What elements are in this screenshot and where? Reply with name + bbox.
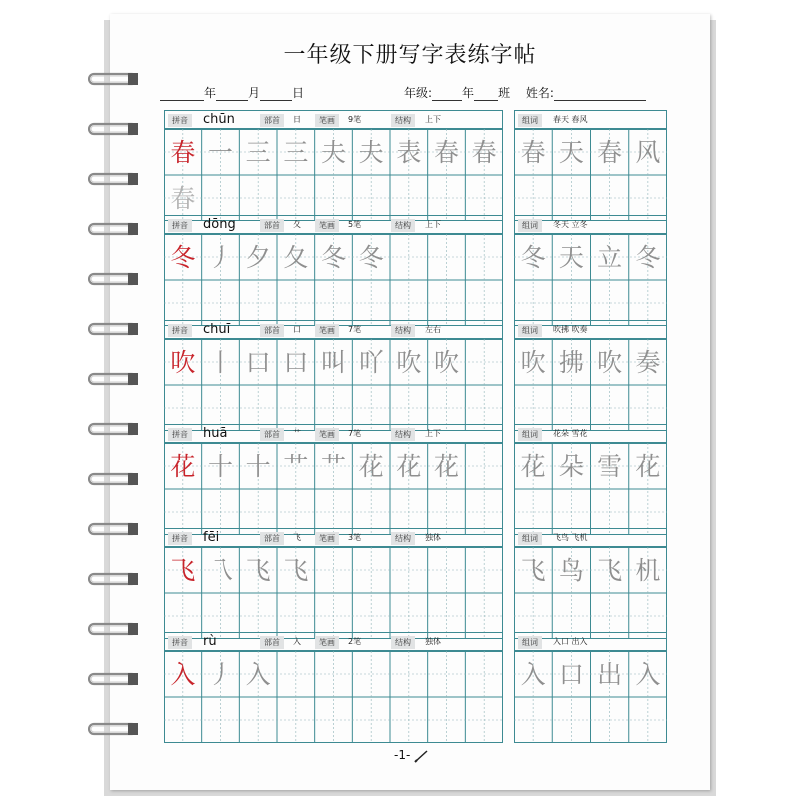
grid-cell[interactable] — [202, 234, 240, 280]
strokes-label: 笔画 — [315, 636, 339, 649]
grid-cell[interactable] — [514, 443, 552, 489]
grid-cell[interactable] — [315, 443, 353, 489]
stroke-order-character: 飞 — [245, 555, 271, 585]
words-label: 组词 — [518, 324, 542, 337]
class-blank[interactable] — [474, 87, 498, 101]
stroke-order-character: 艹 — [320, 451, 346, 481]
grade-label: 年级: — [404, 86, 433, 100]
day-blank[interactable] — [260, 87, 292, 101]
radical-label: 部首 — [260, 114, 284, 127]
pinyin-value: fēi — [203, 530, 220, 545]
grid-cell[interactable] — [428, 129, 466, 175]
date-line — [160, 84, 304, 101]
word-info-bar — [514, 215, 667, 234]
word-info-bar — [514, 320, 667, 339]
grid-cell[interactable] — [552, 443, 590, 489]
word-character: 机 — [635, 555, 661, 585]
word-character: 出 — [597, 659, 623, 689]
words-label: 组词 — [518, 219, 542, 232]
grid-cell[interactable] — [591, 547, 629, 593]
binding-ring — [88, 222, 140, 236]
stroke-order-character: 春 — [433, 137, 459, 167]
stroke-order-character: 乁 — [207, 555, 233, 585]
word-character: 入 — [635, 659, 661, 689]
words-label: 组词 — [518, 114, 542, 127]
word-character: 风 — [635, 137, 661, 167]
character-practice-block — [164, 320, 503, 431]
stroke-order-character: 十 — [245, 451, 271, 481]
character-info-bar — [164, 215, 503, 234]
word-character: 奏 — [635, 347, 661, 377]
words-label: 组词 — [518, 636, 542, 649]
character-practice-block — [164, 424, 503, 535]
radical-value: 入 — [293, 637, 301, 646]
word-grid — [514, 547, 667, 639]
grid-cell[interactable] — [164, 234, 202, 280]
stroke-order-character: 夫 — [358, 137, 384, 167]
stroke-order-character: 花 — [433, 451, 459, 481]
pinyin-label: 拼音 — [168, 324, 192, 337]
stroke-order-character: 丿 — [207, 659, 233, 689]
character-practice-block — [164, 215, 503, 326]
writing-grid — [164, 339, 503, 431]
word-info-bar — [514, 632, 667, 651]
stroke-order-character: 冬 — [320, 242, 346, 272]
structure-value: 独体 — [425, 533, 441, 542]
word-practice-block — [514, 632, 667, 743]
structure-value: 上下 — [425, 115, 441, 124]
binding-ring — [88, 272, 140, 286]
grid-cell[interactable] — [591, 651, 629, 697]
structure-label: 结构 — [391, 114, 415, 127]
word-character: 花 — [520, 451, 546, 481]
structure-value: 上下 — [425, 429, 441, 438]
pinyin-value: chuī — [203, 322, 231, 337]
word-practice-block — [514, 215, 667, 326]
character-practice-block — [164, 632, 503, 743]
word-character: 吹 — [597, 347, 623, 377]
structure-label: 结构 — [391, 636, 415, 649]
grid-cell[interactable] — [629, 234, 667, 280]
grid-cell[interactable] — [202, 339, 240, 385]
pinyin-label: 拼音 — [168, 636, 192, 649]
word-practice-block — [514, 320, 667, 431]
grid-cell[interactable] — [202, 129, 240, 175]
structure-label: 结构 — [391, 219, 415, 232]
radical-value: 日 — [293, 115, 301, 124]
grade-blank[interactable] — [432, 87, 462, 101]
grid-cell[interactable] — [591, 234, 629, 280]
trace-character: 春 — [170, 183, 196, 213]
writing-grid — [164, 547, 503, 639]
radical-label: 部首 — [260, 636, 284, 649]
character-practice-block — [164, 528, 503, 639]
grid-cell[interactable] — [239, 443, 277, 489]
character-info-bar — [164, 110, 503, 129]
page-title: 一年级下册写字表练字帖 — [283, 43, 537, 68]
year-label: 年 — [204, 86, 217, 100]
character-info-bar — [164, 320, 503, 339]
structure-value: 上下 — [425, 220, 441, 229]
radical-label: 部首 — [260, 324, 284, 337]
word-grid — [514, 129, 667, 221]
grid-cell[interactable] — [277, 443, 315, 489]
binding-ring — [88, 572, 140, 586]
strokes-value: 9笔 — [348, 115, 362, 124]
grid-cell[interactable] — [164, 547, 202, 593]
grid-cell[interactable] — [202, 443, 240, 489]
pinyin-value: dōng — [203, 217, 236, 232]
writing-grid — [164, 443, 503, 535]
binding-ring — [88, 522, 140, 536]
model-character: 冬 — [170, 242, 196, 272]
stroke-order-character: 夫 — [320, 137, 346, 167]
word-character: 入 — [520, 659, 546, 689]
grid-cell[interactable] — [164, 651, 202, 697]
grid-cell[interactable] — [239, 129, 277, 175]
stroke-order-character: 夕 — [245, 242, 271, 272]
pinyin-label: 拼音 — [168, 428, 192, 441]
strokes-label: 笔画 — [315, 532, 339, 545]
stroke-order-character: 丿 — [207, 242, 233, 272]
radical-label: 部首 — [260, 532, 284, 545]
structure-label: 结构 — [391, 532, 415, 545]
grid-cell[interactable] — [514, 547, 552, 593]
stroke-order-character: 春 — [471, 137, 497, 167]
grid-cell[interactable] — [552, 339, 590, 385]
word-character: 立 — [597, 242, 623, 272]
word-character: 鸟 — [558, 555, 584, 585]
strokes-label: 笔画 — [315, 114, 339, 127]
pencil-icon — [414, 749, 430, 763]
stroke-order-character: 口 — [283, 347, 309, 377]
grid-cell[interactable] — [239, 651, 277, 697]
word-character: 飞 — [520, 555, 546, 585]
grid-cell[interactable] — [591, 129, 629, 175]
character-info-bar — [164, 528, 503, 547]
model-character: 飞 — [170, 555, 196, 585]
word-character: 雪 — [597, 451, 623, 481]
grid-cell[interactable] — [164, 339, 202, 385]
strokes-value: 5笔 — [348, 220, 362, 229]
word-character: 吹 — [520, 347, 546, 377]
grid-cell[interactable] — [629, 651, 667, 697]
words-label: 组词 — [518, 428, 542, 441]
grid-cell[interactable] — [428, 339, 466, 385]
word-character: 天 — [558, 137, 584, 167]
grid-cell[interactable] — [315, 234, 353, 280]
pinyin-label: 拼音 — [168, 219, 192, 232]
stroke-order-character: 三 — [283, 137, 309, 167]
grid-cell[interactable] — [514, 339, 552, 385]
stroke-order-character: 一 — [207, 137, 233, 167]
radical-label: 部首 — [260, 428, 284, 441]
page-number — [394, 748, 430, 763]
stroke-order-character: 吹 — [396, 347, 422, 377]
binding-ring — [88, 672, 140, 686]
day-label: 日 — [292, 86, 305, 100]
words-value: 冬天 立冬 — [553, 220, 588, 229]
word-character: 朵 — [558, 451, 584, 481]
strokes-value: 2笔 — [348, 637, 362, 646]
grid-cell[interactable] — [277, 234, 315, 280]
stroke-order-character: 吹 — [433, 347, 459, 377]
word-info-bar — [514, 110, 667, 129]
words-value: 吹拂 吹奏 — [553, 325, 588, 334]
grid-cell[interactable] — [428, 443, 466, 489]
words-value: 入口 出入 — [553, 637, 588, 646]
grid-cell[interactable] — [552, 651, 590, 697]
word-character: 冬 — [635, 242, 661, 272]
grid-cell[interactable] — [552, 129, 590, 175]
model-character: 吹 — [170, 347, 196, 377]
stroke-order-character: 入 — [245, 659, 271, 689]
word-grid — [514, 234, 667, 326]
model-character: 花 — [170, 451, 196, 481]
words-value: 花朵 雪花 — [553, 429, 588, 438]
writing-grid — [164, 129, 503, 221]
word-character: 口 — [558, 659, 584, 689]
stroke-order-character: 口 — [245, 347, 271, 377]
grid-cell[interactable] — [390, 339, 428, 385]
writing-grid — [164, 234, 503, 326]
binding-ring — [88, 422, 140, 436]
grid-cell[interactable] — [277, 339, 315, 385]
grid-cell[interactable] — [552, 547, 590, 593]
binding-ring — [88, 722, 140, 736]
word-character: 花 — [635, 451, 661, 481]
stroke-order-character: 表 — [396, 137, 422, 167]
grid-cell[interactable] — [315, 129, 353, 175]
radical-value: 飞 — [293, 533, 301, 542]
character-info-bar — [164, 632, 503, 651]
grid-cell[interactable] — [352, 234, 390, 280]
word-character: 飞 — [597, 555, 623, 585]
grid-cell[interactable] — [352, 129, 390, 175]
word-character: 拂 — [558, 347, 584, 377]
grid-cell[interactable] — [202, 547, 240, 593]
strokes-label: 笔画 — [315, 324, 339, 337]
word-practice-block — [514, 424, 667, 535]
word-grid — [514, 339, 667, 431]
name-blank[interactable] — [554, 87, 646, 101]
grid-cell[interactable] — [390, 129, 428, 175]
strokes-label: 笔画 — [315, 219, 339, 232]
strokes-label: 笔画 — [315, 428, 339, 441]
radical-label: 部首 — [260, 219, 284, 232]
grid-cell[interactable] — [629, 339, 667, 385]
stroke-order-character: 吖 — [358, 347, 384, 377]
stroke-order-character: 花 — [396, 451, 422, 481]
grid-cell[interactable] — [629, 443, 667, 489]
pinyin-label: 拼音 — [168, 114, 192, 127]
student-line — [404, 84, 646, 101]
model-character: 春 — [170, 137, 196, 167]
grid-cell[interactable] — [514, 651, 552, 697]
grid-cell[interactable] — [239, 339, 277, 385]
name-label: 姓名: — [525, 86, 554, 100]
writing-grid — [164, 651, 503, 743]
grade-year-label: 年 — [462, 86, 475, 100]
radical-value: 口 — [293, 325, 301, 334]
grid-cell[interactable] — [239, 547, 277, 593]
words-value: 飞鸟 飞机 — [553, 533, 588, 542]
structure-label: 结构 — [391, 324, 415, 337]
binding-ring — [88, 72, 140, 86]
binding-ring — [88, 372, 140, 386]
stroke-order-character: 丨 — [207, 347, 233, 377]
grid-cell[interactable] — [202, 651, 240, 697]
grid-cell[interactable] — [465, 129, 503, 175]
binding-ring — [88, 322, 140, 336]
word-character: 冬 — [520, 242, 546, 272]
stroke-order-character: 十 — [207, 451, 233, 481]
binding-ring — [88, 622, 140, 636]
words-value: 春天 春风 — [553, 115, 588, 124]
grid-cell[interactable] — [591, 339, 629, 385]
grid-cell[interactable] — [277, 129, 315, 175]
pinyin-value: huā — [203, 426, 228, 441]
strokes-value: 3笔 — [348, 533, 362, 542]
radical-value: 夂 — [293, 220, 301, 229]
pinyin-label: 拼音 — [168, 532, 192, 545]
words-label: 组词 — [518, 532, 542, 545]
grid-cell[interactable] — [629, 547, 667, 593]
word-info-bar — [514, 528, 667, 547]
stroke-order-character: 飞 — [283, 555, 309, 585]
grid-cell[interactable] — [591, 443, 629, 489]
grid-cell[interactable] — [164, 443, 202, 489]
strokes-value: 7笔 — [348, 429, 362, 438]
word-character: 春 — [520, 137, 546, 167]
stroke-order-character: 冬 — [358, 242, 384, 272]
stroke-order-character: 夂 — [283, 242, 309, 272]
worksheet-page — [110, 14, 710, 790]
stroke-order-character: 叫 — [320, 347, 346, 377]
grid-cell[interactable] — [629, 129, 667, 175]
word-practice-block — [514, 110, 667, 221]
grid-cell[interactable] — [352, 443, 390, 489]
grid-cell[interactable] — [315, 339, 353, 385]
grid-cell[interactable] — [390, 443, 428, 489]
structure-label: 结构 — [391, 428, 415, 441]
word-info-bar — [514, 424, 667, 443]
structure-value: 独体 — [425, 637, 441, 646]
word-practice-block — [514, 528, 667, 639]
grid-cell[interactable] — [514, 234, 552, 280]
page-number-text: -1- — [394, 748, 411, 762]
structure-value: 左右 — [425, 325, 441, 334]
grid-cell[interactable] — [352, 339, 390, 385]
pinyin-value: rù — [203, 634, 217, 649]
stroke-order-character: 艹 — [283, 451, 309, 481]
word-grid — [514, 443, 667, 535]
year-blank[interactable] — [160, 87, 204, 101]
stroke-order-character: 三 — [245, 137, 271, 167]
binding-ring — [88, 172, 140, 186]
radical-value: 艹 — [293, 429, 301, 438]
grid-cell[interactable] — [239, 234, 277, 280]
month-label: 月 — [248, 86, 261, 100]
grid-cell[interactable] — [514, 129, 552, 175]
grid-cell[interactable] — [277, 547, 315, 593]
stroke-order-character: 花 — [358, 451, 384, 481]
word-grid — [514, 651, 667, 743]
word-character: 春 — [597, 137, 623, 167]
month-blank[interactable] — [216, 87, 248, 101]
grid-cell[interactable] — [164, 129, 202, 175]
binding-ring — [88, 472, 140, 486]
class-label: 班 — [498, 86, 511, 100]
strokes-value: 7笔 — [348, 325, 362, 334]
character-practice-block — [164, 110, 503, 221]
character-info-bar — [164, 424, 503, 443]
pinyin-value: chūn — [203, 112, 235, 127]
binding-ring — [88, 122, 140, 136]
grid-cell[interactable] — [552, 234, 590, 280]
model-character: 入 — [170, 659, 196, 689]
word-character: 天 — [558, 242, 584, 272]
